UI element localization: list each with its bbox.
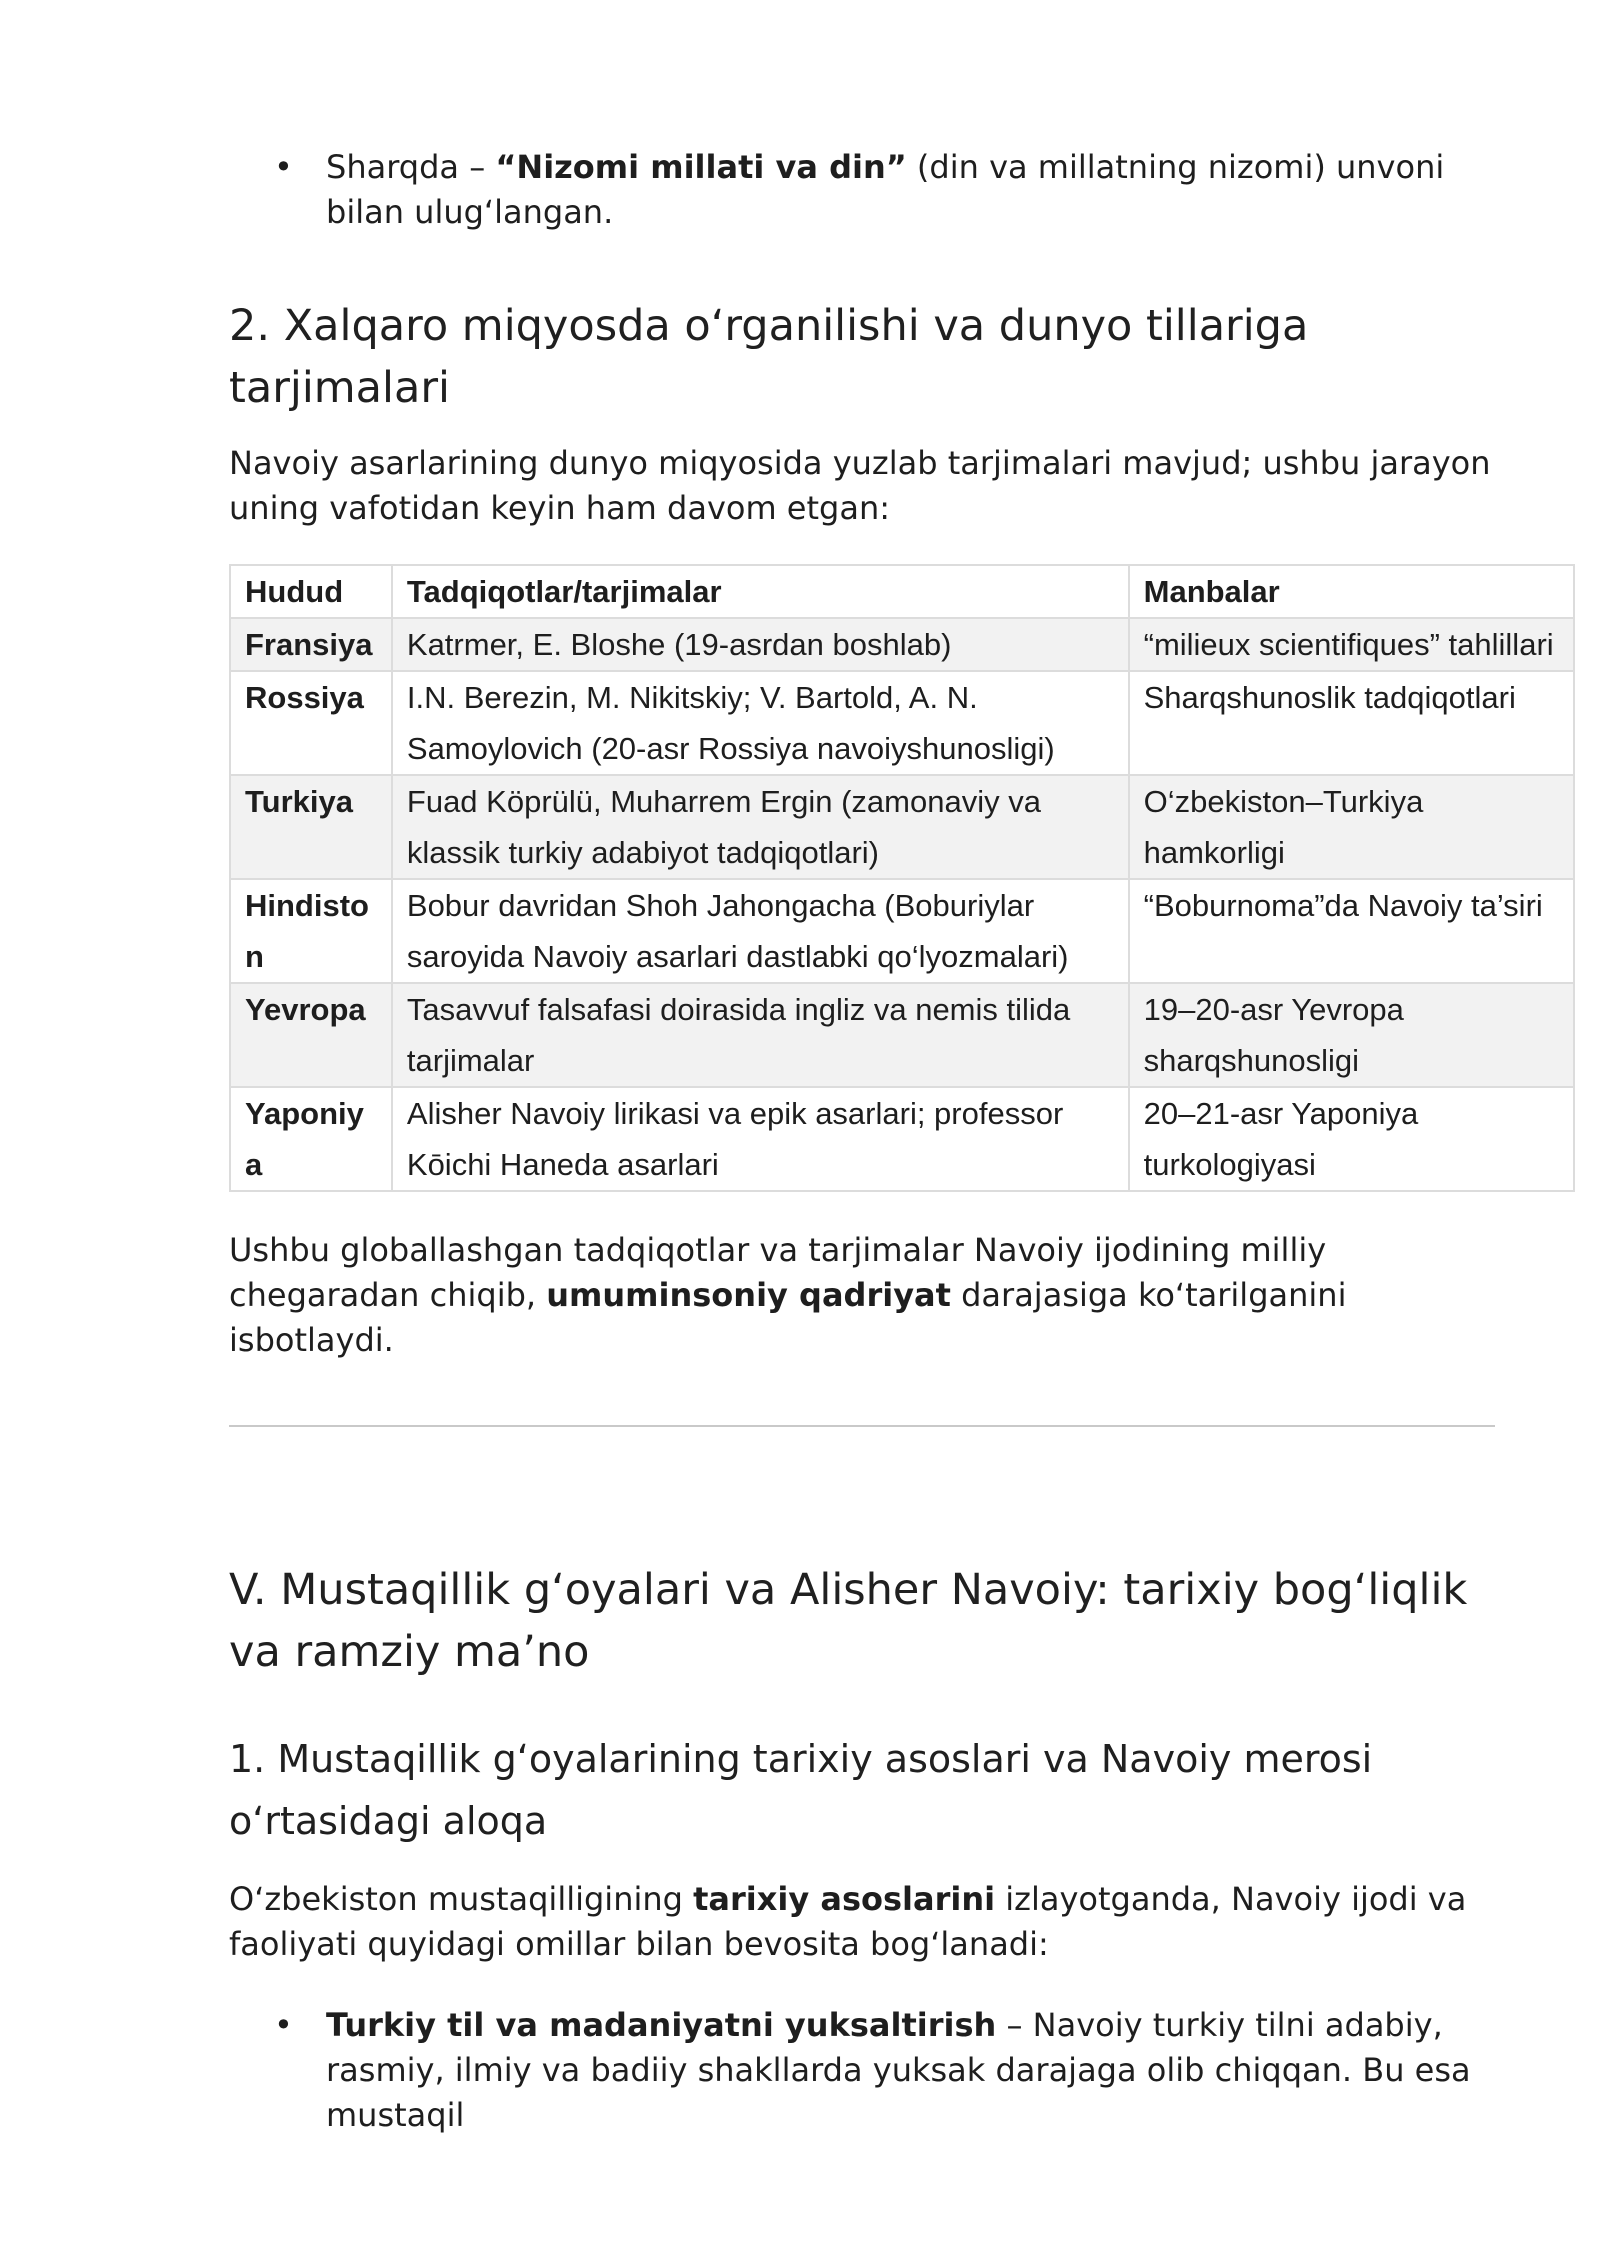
bullet-bold: “Nizomi millati va din” <box>495 148 907 186</box>
list-item <box>229 145 1499 235</box>
bullet-prefix: Sharqda – <box>326 148 496 186</box>
section-5-heading: V. Mustaqillik g‘oyalari va Alisher Navoiy: tarixiy bog‘liqlik va ramziy ma’no <box>229 1565 1468 1677</box>
source-cell: Sharqshunoslik tadqiqotlari <box>1129 671 1574 775</box>
subsection-1-heading: 1. Mustaqillik g‘oyalarining tarixiy asoslari va Navoiy merosi o‘rtasidagi aloqa <box>229 1737 1373 1843</box>
table-header-cell: Manbalar <box>1129 565 1574 618</box>
conclusion-prefix: Ushbu globallashgan tadqiqotlar va tarjimalar Navoiy ijodining milliy chegaradan chiqib, <box>229 1231 1327 1314</box>
table-row <box>230 671 1574 775</box>
intro-suffix: izlayotganda, Navoiy ijodi va faoliyati quyidagi omillar bilan bevosita bog‘lanadi: <box>229 1880 1467 1963</box>
table-header-cell: Hudud <box>230 565 392 618</box>
table-header-cell: Tadqiqotlar/tarjimalar <box>392 565 1129 618</box>
top-bullet-list <box>229 145 1499 235</box>
research-cell: I.N. Berezin, M. Nikitskiy; V. Bartold, A. N. Samoylovich (20-asr Rossiya navoiyshunosligi) <box>392 671 1129 775</box>
research-cell: Bobur davridan Shoh Jahongacha (Boburiylar saroyida Navoiy asarlari dastlabki qo‘lyozmalari) <box>392 879 1129 983</box>
conclusion-suffix: darajasiga ko‘tarilganini isbotlaydi. <box>229 1276 1347 1359</box>
region-cell: Fransiya <box>230 618 392 671</box>
document-content <box>229 145 1554 2138</box>
research-cell: Katrmer, E. Bloshe (19-asrdan boshlab) <box>392 618 1129 671</box>
region-cell: Yevropa <box>230 983 392 1087</box>
intro-bold: tarixiy asoslarini <box>693 1880 996 1918</box>
conclusion-bold: umuminsoniy qadriyat <box>546 1276 951 1314</box>
source-cell: O‘zbekiston–Turkiya hamkorligi <box>1129 775 1574 879</box>
region-cell: Yaponiya <box>230 1087 392 1191</box>
section-2-intro: Navoiy asarlarining dunyo miqyosida yuzlab tarjimalari mavjud; ushbu jarayon uning vafotidan keyin ham davom etgan: <box>229 444 1491 527</box>
table-row <box>230 775 1574 879</box>
region-cell: Rossiya <box>230 671 392 775</box>
research-cell: Alisher Navoiy lirikasi va epik asarlari; professor Kōichi Haneda asarlari <box>392 1087 1129 1191</box>
intro-prefix: O‘zbekiston mustaqilligining <box>229 1880 694 1918</box>
subsection-1-bullet-list <box>229 2003 1499 2138</box>
bullet-text: – Navoiy turkiy tilni adabiy, rasmiy, ilmiy va badiiy shakllarda yuksak darajaga olib chiqqan. Bu esa mustaqil <box>326 2006 1471 2134</box>
table-row <box>230 983 1574 1087</box>
section-2-conclusion <box>229 1228 1499 1363</box>
section-2-heading: 2. Xalqaro miqyosda o‘rganilishi va dunyo tillariga tarjimalari <box>229 301 1309 413</box>
source-cell: “Boburnoma”da Navoiy ta’siri <box>1129 879 1574 983</box>
table-row <box>230 618 1574 671</box>
region-cell: Turkiya <box>230 775 392 879</box>
research-cell: Tasavvuf falsafasi doirasida ingliz va nemis tilida tarjimalar <box>392 983 1129 1087</box>
translations-table <box>229 564 1575 1192</box>
bullet-suffix: (din va millatning nizomi) unvoni bilan ulug‘langan. <box>326 148 1445 231</box>
research-cell: Fuad Köprülü, Muharrem Ergin (zamonaviy va klassik turkiy adabiyot tadqiqotlari) <box>392 775 1129 879</box>
list-item <box>229 2003 1499 2138</box>
source-cell: 19–20-asr Yevropa sharqshunosligi <box>1129 983 1574 1087</box>
bullet-bold: Turkiy til va madaniyatni yuksaltirish <box>326 2006 997 2044</box>
region-cell: Hindiston <box>230 879 392 983</box>
table-header-row <box>230 565 1574 618</box>
table-row <box>230 1087 1574 1191</box>
source-cell: 20–21-asr Yaponiya turkologiyasi <box>1129 1087 1574 1191</box>
horizontal-divider <box>229 1425 1495 1427</box>
source-cell: “milieux scientifiques” tahlillari <box>1129 618 1574 671</box>
subsection-1-intro <box>229 1877 1499 1967</box>
table-row <box>230 879 1574 983</box>
